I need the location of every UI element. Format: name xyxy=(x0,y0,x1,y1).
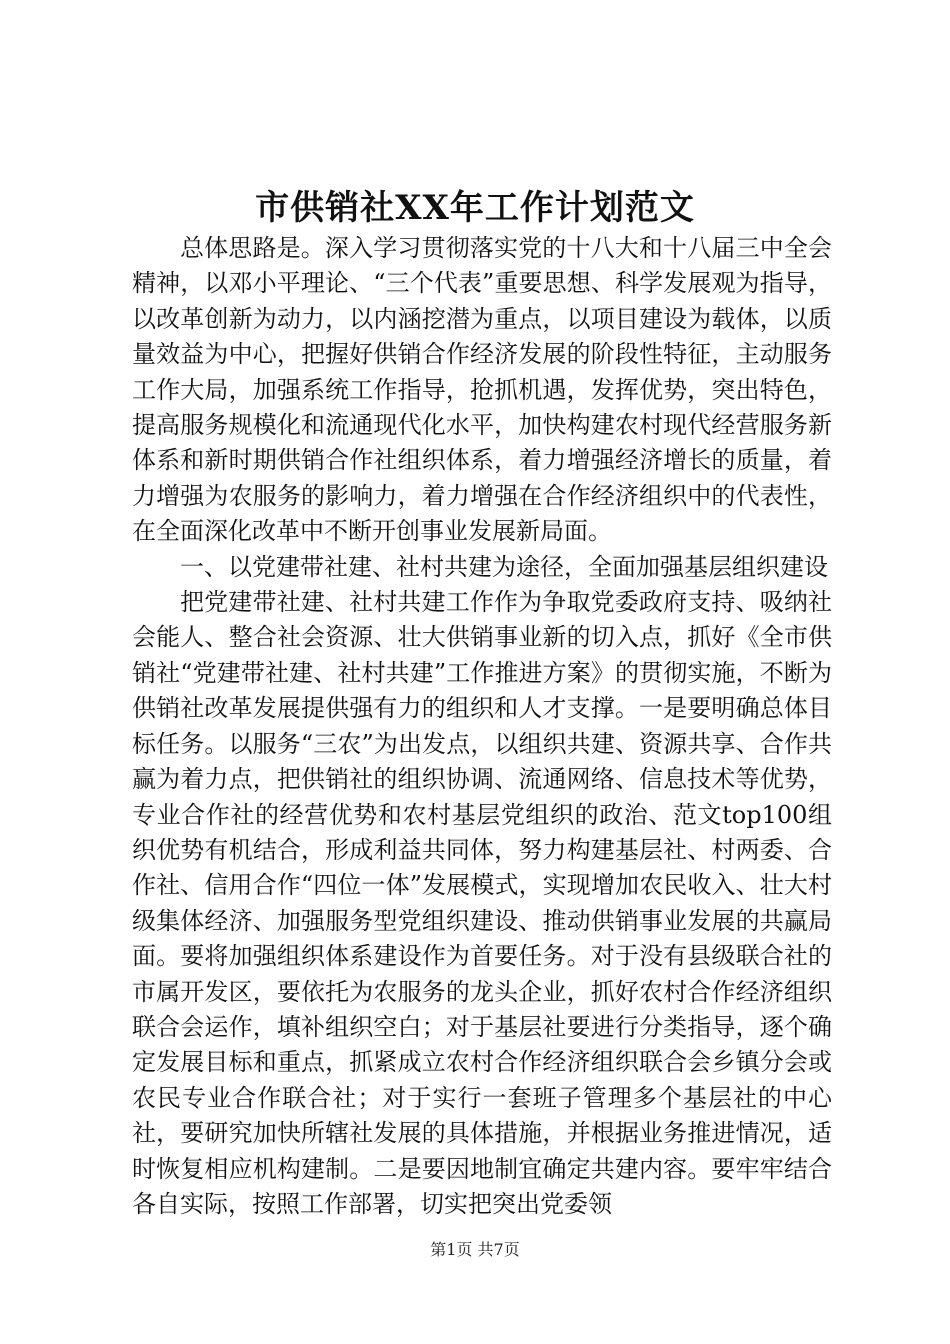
document-body xyxy=(132,231,832,1222)
page-footer: 第1页 共7页 xyxy=(430,1240,520,1259)
section-heading-1: 一、以党建带社建、社村共建为途径，全面加强基层组织建设 xyxy=(180,552,828,581)
document-title: 市供销社XX年工作计划范文 xyxy=(255,188,695,228)
paragraph-overall-approach: 总体思路是。深入学习贯彻落实党的十八大和十八届三中全会精神，以邓小平理论、“三个代表”重要思想、科学发展观为指导，以改革创新为动力，以内涵挖潜为重点，以项目建设为载体，以质量效益为中心，把握好供销合作经济发展的阶段性特征，主动服务工作大局，加强系统工作指导，抢抓机遇，发挥优势，突出特色，提高服务规模化和流通现代化水平，加快构建农村现代经营服务新体系和新时期供销合作社组织体系，着力增强经济增长的质量，着力增强为农服务的影响力，着力增强在合作经济组织中的代表性，在全面深化改革中不断开创事业发展新局面。 xyxy=(132,234,832,546)
paragraph-section-1: 把党建带社建、社村共建工作作为争取党委政府支持、吸纳社会能人、整合社会资源、壮大供销事业新的切入点，抓好《全市供销社“党建带社建、社村共建”工作推进方案》的贯彻实施，不断为供销社改革发展提供强有力的组织和人才支撑。一是要明确总体目标任务。以服务“三农”为出发点，以组织共建、资源共享、合作共赢为着力点，把供销社的组织协调、流通网络、信息技术等优势，专业合作社的经营优势和农村基层党组织的政治、范文top100组织优势有机结合，形成利益共同体，努力构建基层社、村两委、合作社、信用合作“四位一体”发展模式，实现增加农民收入、壮大村级集体经济、加强服务型党组织建设、推动供销事业发展的共赢局面。要将加强组织体系建设作为首要任务。对于没有县级联合社的市属开发区，要依托为农服务的龙头企业，抓好农村合作经济组织联合会运作，填补组织空白；对于基层社要进行分类指导，逐个确定发展目标和重点，抓紧成立农村合作经济组织联合会乡镇分会或农民专业合作联合社；对于实行一套班子管理多个基层社的中心社，要研究加快所辖社发展的具体措施，并根据业务推进情况，适时恢复相应机构建制。二是要因地制宜确定共建内容。要牢牢结合各自实际，按照工作部署，切实把突出党委领 xyxy=(132,588,832,1218)
